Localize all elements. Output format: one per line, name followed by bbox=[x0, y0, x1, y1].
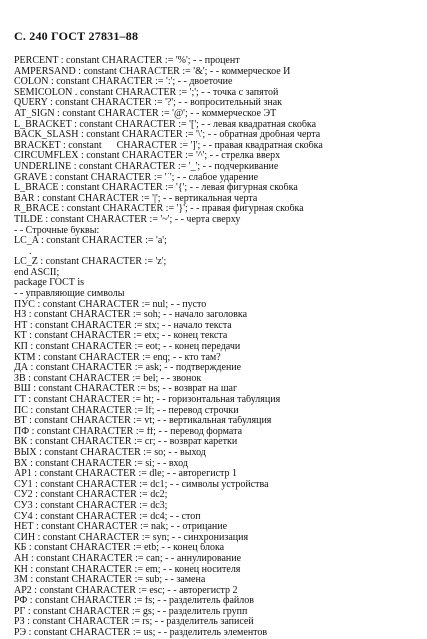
code-line: GRAVE : constant CHARACTER := '`'; - - слабое ударение bbox=[14, 172, 259, 183]
code-line: package ГОСТ is bbox=[14, 278, 85, 289]
code-line: СУ2 : constant CHARACTER := dc2; bbox=[14, 490, 168, 501]
code-line: СИН : constant CHARACTER := syn; - - синхронизация bbox=[14, 532, 249, 543]
code-line: QUERY : constant CHARACTER := '?'; - - вопросительный знак bbox=[14, 98, 283, 109]
code-line: ВХ : constant CHARACTER := si; - - вход bbox=[14, 458, 188, 469]
code-line: R_BRACE : constant CHARACTER := '}'; - - правая фигурная скобка bbox=[14, 204, 304, 215]
code-line: - - управляющие символы bbox=[14, 289, 125, 300]
code-line: ГТ : constant CHARACTER := ht; - - горизонтальная табуляция bbox=[14, 395, 281, 405]
code-line: РГ : constant CHARACTER := gs; - - разделитель групп bbox=[14, 606, 248, 617]
code-line: . bbox=[14, 246, 32, 257]
code-line: ВТ : constant CHARACTER := vt; - - вертикальная табуляция bbox=[14, 416, 272, 427]
code-line: ВШ : constant CHARACTER := bs; - - возврат на шаг bbox=[14, 384, 238, 395]
code-line: - - Строчные буквы: bbox=[14, 225, 100, 236]
code-line: ПС : constant CHARACTER := lf; - - перевод строчки bbox=[14, 405, 239, 416]
code-line: UNDERLINE : constant CHARACTER := '_'; - - подчеркивание bbox=[14, 161, 279, 172]
code-line: LC_Z : constant CHARACTER := 'z'; bbox=[14, 257, 167, 268]
code-line: AT_SIGN : constant CHARACTER := '@'; - - коммерческое ЭТ bbox=[14, 108, 277, 119]
code-line: L_BRACE : constant CHARACTER := '{'; - - левая фигурная скобка bbox=[14, 183, 298, 194]
code-line: ЗВ : constant CHARACTER := bel; - - звонок bbox=[14, 373, 202, 384]
code-line: COLON : constant CHARACTER := ':'; - - двоеточие bbox=[14, 77, 233, 88]
code-line: РЗ : constant CHARACTER := rs; - - разделитель записей bbox=[14, 617, 254, 628]
code-line: PERCENT : constant CHARACTER := '%'; - - процент bbox=[14, 56, 240, 66]
code-line: НЗ : constant CHARACTER := soh; - - начало заголовка bbox=[14, 310, 248, 321]
code-listing bbox=[14, 56, 419, 639]
code-line: КП : constant CHARACTER := eot; - - конец передачи bbox=[14, 342, 241, 353]
code-line: ВЫХ : constant CHARACTER := so; - - выход bbox=[14, 447, 206, 458]
code-line: LC_A : constant CHARACTER := 'a'; bbox=[14, 236, 167, 247]
code-line: КТ : constant CHARACTER := etx; - - конец текста bbox=[14, 331, 228, 342]
code-line: ЗМ : constant CHARACTER := sub; - - замена bbox=[14, 575, 206, 586]
code-line: КБ : constant CHARACTER := etb; - - конец блока bbox=[14, 543, 225, 554]
code-line: BACK_SLASH : constant CHARACTER := '\'; - - обратная дробная черта bbox=[14, 130, 321, 141]
code-line: ПФ : constant CHARACTER := ff; - - перевод формата bbox=[14, 426, 243, 437]
code-line: ВК : constant CHARACTER := cr; - - возврат каретки bbox=[14, 437, 238, 448]
code-line: АР1 : constant CHARACTER := dle; - - авторегистр 1 bbox=[14, 469, 237, 480]
code-line: НЕТ : constant CHARACTER := nak; - - отрицание bbox=[14, 522, 228, 533]
code-line: СУ3 : constant CHARACTER := dc3; bbox=[14, 500, 168, 511]
code-line: НТ : constant CHARACTER := stx; - - начало текста bbox=[14, 320, 232, 331]
code-line: BRACKET : constant CHARACTER := ']'; - - правая квадратная скобка bbox=[14, 140, 323, 151]
code-line: РЭ : constant CHARACTER := us; - - разделитель элементов bbox=[14, 628, 268, 639]
code-line: CIRCUMFLEX : constant CHARACTER := '^'; - - стрелка вверх bbox=[14, 151, 281, 162]
code-line: СУ1 : constant CHARACTER := dc1; - - символы устройства bbox=[14, 479, 269, 490]
code-line: КТМ : constant CHARACTER := enq; - - кто там? bbox=[14, 352, 221, 363]
code-line: ПУС : constant CHARACTER := nul; - - пусто bbox=[14, 299, 207, 310]
code-line: TILDE : constant CHARACTER := '~'; - - черта сверху bbox=[14, 214, 241, 225]
page-header: С. 240 ГОСТ 27831–88 bbox=[14, 29, 139, 43]
code-line: AMPERSAND : constant CHARACTER := '&'; - - коммерческое И bbox=[14, 66, 291, 77]
code-line: end ASCII; bbox=[14, 267, 60, 278]
code-line: РФ : constant CHARACTER := fs; - - разделитель файлов bbox=[14, 596, 254, 607]
code-line: ДА : constant CHARACTER := ask; - - подтверждение bbox=[14, 363, 242, 374]
code-line: СУ4 : constant CHARACTER := dc4; - - стоп bbox=[14, 511, 201, 522]
code-line: АН : constant CHARACTER := can; - - аннулирование bbox=[14, 553, 242, 564]
code-line: SEMICOLON . constant CHARACTER := ';'; - - точка с запятой bbox=[14, 87, 279, 98]
code-line: КН : constant CHARACTER := em; - - конец носителя bbox=[14, 564, 241, 575]
code-line: BAR : constant CHARACTER := '|'; - - вертикальная черта bbox=[14, 193, 258, 204]
code-line: АР2 : constant CHARACTER := esc; - - авторегистр 2 bbox=[14, 585, 238, 596]
code-line: L_BRACKET : constant CHARACTER := '['; - - левая квадратная скобка bbox=[14, 119, 317, 130]
